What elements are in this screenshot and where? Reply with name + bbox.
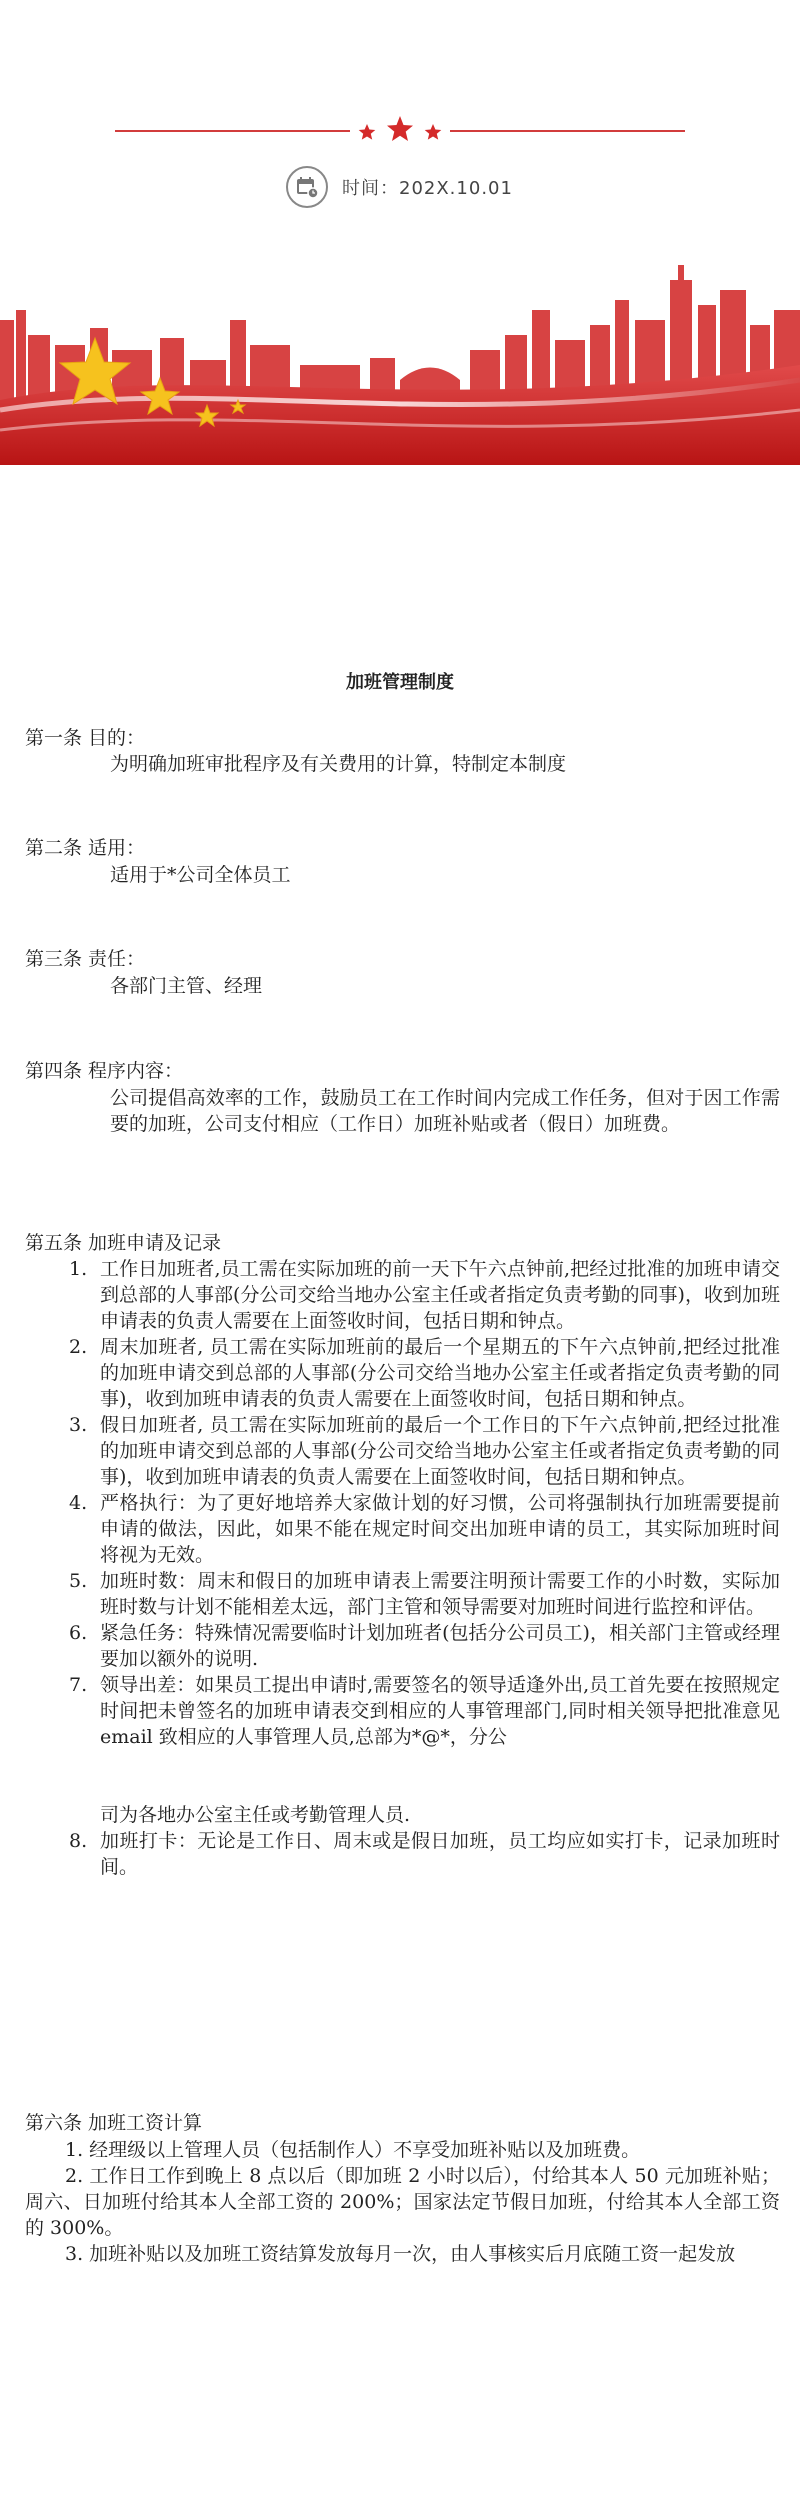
city-skyline-illustration (0, 250, 800, 465)
section-3-body: 各部门主管、经理 (110, 975, 263, 997)
section-6-list (25, 2137, 780, 2267)
section-6-heading: 第六条 加班工资计算 (25, 2112, 203, 2134)
section-3-heading: 第三条 责任： (25, 948, 146, 970)
list-item: 7. 领导出差：如果员工提出申请时,需要签名的领导适逢外出,员工首先要在按照规定时间把未曾签名的加班申请表交到相应的人事管理部门,同时相关领导把批准意见 email 致相应的人事管理人员,总部为*@*，分公 (69, 1674, 780, 1748)
list-item: 3. 加班补贴以及加班工资结算发放每月一次，由人事核实后月底随工资一起发放 (65, 2243, 736, 2265)
list-item: 1. 经理级以上管理人员（包括制作人）不享受加班补贴以及加班费。 (65, 2139, 641, 2161)
list-item: 5. 加班时数：周末和假日的加班申请表上需要注明预计需要工作的小时数，实际加班时数与计划不能相差太远，部门主管和领导需要对加班时间进行监控和评估。 (69, 1570, 780, 1618)
date-row (286, 165, 513, 209)
list-item: 4. 严格执行：为了更好地培养大家做计划的好习惯，公司将强制执行加班需要提前申请的做法，因此，如果不能在规定时间交出加班申请的员工，其实际加班时间将视为无效。 (69, 1492, 780, 1566)
section-2-body: 适用于*公司全体员工 (110, 864, 291, 886)
list-item: 3. 假日加班者, 员工需在实际加班前的最后一个工作日的下午六点钟前,把经过批准的加班申请交到总部的人事部(分公司交给当地办公室主任或者指定负责考勤的同事)，收到加班申请表的负责人需要在上面签收时间，包括日期和钟点。 (69, 1414, 780, 1488)
list-item: 6. 紧急任务：特殊情况需要临时计划加班者(包括分公司员工)，相关部门主管或经理要加以额外的说明. (69, 1622, 780, 1670)
header-banner (0, 0, 800, 470)
left-divider-line (115, 130, 350, 132)
section-1-body: 为明确加班审批程序及有关费用的计算，特制定本制度 (110, 753, 567, 775)
list-item-continuation: 司为各地办公室主任或考勤管理人员. (100, 1804, 411, 1826)
section-5-heading: 第五条 加班申请及记录 (25, 1232, 222, 1254)
list-item: 2. 工作日工作到晚上 8 点以后（即加班 2 小时以后），付给其本人 50 元加班补贴；周六、日加班付给其本人全部工资的 200%；国家法定节假日加班，付给其本人全部工资的 300%。 (25, 2165, 780, 2239)
date-label: 时间：202X.10.01 (342, 178, 513, 199)
list-item: 1. 工作日加班者,员工需在实际加班的前一天下午六点钟前,把经过批准的加班申请交到总部的人事部(分公司交给当地办公室主任或者指定负责考勤的同事)，收到加班申请表的负责人需要在上面签收时间，包括日期和钟点。 (69, 1258, 780, 1332)
calendar-icon (286, 166, 328, 208)
section-1-heading: 第一条 目的： (25, 727, 146, 749)
section-4-heading: 第四条 程序内容： (25, 1060, 184, 1082)
section-5-list (55, 1256, 780, 1880)
document-title: 加班管理制度 (346, 672, 454, 693)
right-divider-line (450, 130, 685, 132)
section-4-body: 公司提倡高效率的工作，鼓励员工在工作时间内完成工作任务，但对于因工作需要的加班，公司支付相应（工作日）加班补贴或者（假日）加班费。 (110, 1087, 780, 1135)
section-2-heading: 第二条 适用： (25, 837, 146, 859)
list-item: 8. 加班打卡：无论是工作日、周末或是假日加班，员工均应如实打卡，记录加班时间。 (69, 1830, 780, 1878)
three-stars-icon (350, 112, 450, 152)
list-item: 2. 周末加班者, 员工需在实际加班前的最后一个星期五的下午六点钟前,把经过批准的加班申请交到总部的人事部(分公司交给当地办公室主任或者指定负责考勤的同事)，收到加班申请表的负责人需要在上面签收时间，包括日期和钟点。 (69, 1336, 780, 1410)
